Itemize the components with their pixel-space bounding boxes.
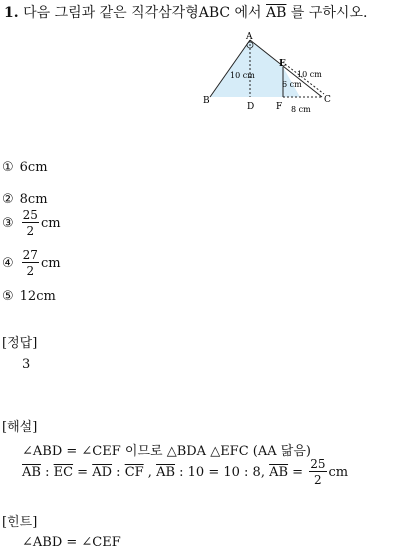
- option-2-text: 8cm: [19, 192, 48, 207]
- seg-ad: $\overline{AD}$: [92, 464, 113, 480]
- option-2-mark: ②: [2, 192, 14, 207]
- option-2[interactable]: [2, 192, 48, 207]
- hint-label: [힌트]: [2, 515, 38, 530]
- question-segment: $\overline{AB}$: [266, 5, 287, 21]
- option-5-mark: ⑤: [2, 289, 14, 304]
- option-4[interactable]: [2, 249, 61, 277]
- hint-text: ∠ABD = ∠CEF: [22, 535, 121, 550]
- option-3[interactable]: [2, 209, 61, 237]
- seg-ab: $\overline{AB}$: [22, 464, 41, 480]
- ratio-rest: : 10 = 10 : 8,: [175, 464, 270, 480]
- colon-1: :: [40, 464, 54, 480]
- seg-ec: $\overline{EC}$: [53, 464, 74, 480]
- question-text-suffix: 를 구하시오.: [286, 5, 368, 21]
- label-f: F: [276, 102, 283, 112]
- label-b: B: [203, 96, 210, 106]
- option-4-num: 27: [22, 248, 38, 262]
- option-3-fraction: [22, 209, 39, 237]
- length-fc: 8 cm: [291, 105, 311, 114]
- option-4-den: 2: [26, 264, 35, 278]
- option-3-unit: cm: [40, 215, 61, 231]
- label-c: C: [324, 95, 331, 105]
- result-fraction: [309, 458, 326, 486]
- option-1-text: 6cm: [19, 160, 48, 175]
- seg-ab-3: $\overline{AB}$: [269, 464, 289, 480]
- option-5-text: 12cm: [19, 289, 56, 304]
- question: [4, 2, 367, 22]
- length-ec: 10 cm: [297, 70, 322, 79]
- question-text-prefix: 다음 그림과 같은 직각삼각형ABC 에서: [23, 5, 267, 21]
- eq-2: =: [288, 464, 308, 480]
- result-den: 2: [314, 473, 322, 487]
- option-4-unit: cm: [40, 255, 61, 271]
- sep: ,: [143, 464, 157, 480]
- label-d: D: [247, 102, 255, 112]
- option-4-fraction: [22, 249, 39, 277]
- option-3-mark: ③: [2, 215, 14, 231]
- result-num: 25: [310, 457, 326, 471]
- result-unit: cm: [328, 464, 349, 480]
- option-4-mark: ④: [2, 255, 14, 271]
- colon-2: :: [112, 464, 125, 480]
- triangle-figure: [195, 30, 345, 120]
- explanation-line2: [22, 458, 348, 486]
- length-ad: 10 cm: [230, 71, 255, 80]
- option-3-den: 2: [26, 224, 35, 238]
- option-5[interactable]: [2, 289, 56, 304]
- answer-value: 3: [22, 357, 31, 372]
- answer-label: [정답]: [2, 336, 38, 351]
- label-e: E: [279, 59, 286, 69]
- label-a: A: [246, 32, 253, 42]
- option-1-mark: ①: [2, 160, 14, 175]
- option-3-num: 25: [22, 208, 38, 222]
- question-number: 1.: [4, 5, 19, 21]
- explanation-label: [해설]: [2, 420, 38, 435]
- seg-ab-2: $\overline{AB}$: [156, 464, 176, 480]
- length-ef: 6 cm: [282, 80, 302, 89]
- seg-cf: $\overline{CF}$: [124, 464, 144, 480]
- explanation-line1: ∠ABD = ∠CEF 이므로 △BDA △EFC (AA 닮음): [22, 444, 311, 459]
- option-1[interactable]: [2, 160, 48, 175]
- eq-1: =: [73, 464, 93, 480]
